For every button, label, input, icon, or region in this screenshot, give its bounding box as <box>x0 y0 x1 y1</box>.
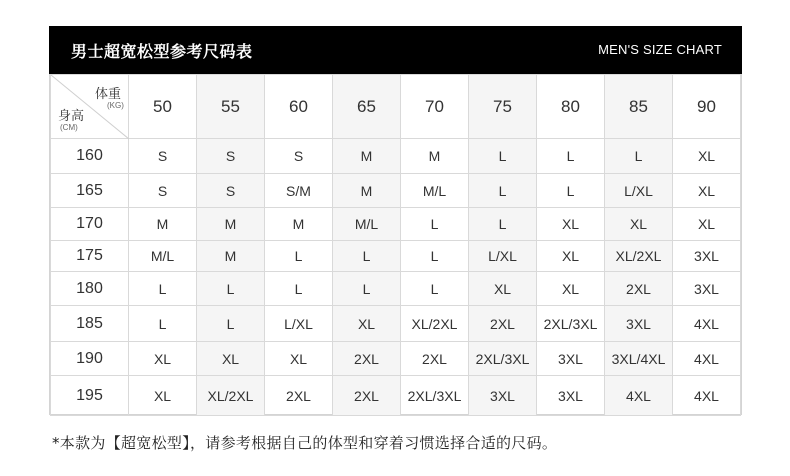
size-cell: 2XL <box>605 272 673 306</box>
title-english: MEN'S SIZE CHART <box>598 42 722 57</box>
size-cell: 4XL <box>605 376 673 416</box>
size-cell: 3XL <box>673 241 741 272</box>
size-cell: 2XL <box>401 342 469 376</box>
size-cell: 2XL <box>469 306 537 342</box>
size-cell: XL <box>537 208 605 241</box>
title-chinese: 男士超宽松型参考尺码表 <box>71 42 253 61</box>
weight-header-cell: 50 <box>129 75 197 139</box>
size-cell: 2XL/3XL <box>537 306 605 342</box>
size-cell: L <box>469 139 537 174</box>
size-cell: 2XL <box>333 342 401 376</box>
weight-header-cell: 90 <box>673 75 741 139</box>
size-cell: L <box>197 272 265 306</box>
size-cell: 3XL <box>537 376 605 416</box>
size-cell: M <box>197 241 265 272</box>
size-cell: 4XL <box>673 376 741 416</box>
size-cell: L <box>265 241 333 272</box>
table-row <box>51 306 741 342</box>
weight-header-cell: 65 <box>333 75 401 139</box>
size-cell: M/L <box>401 174 469 208</box>
weight-header-row <box>51 75 741 139</box>
size-cell: L <box>537 139 605 174</box>
size-cell: XL <box>333 306 401 342</box>
size-cell: L <box>333 241 401 272</box>
size-cell: L <box>605 139 673 174</box>
size-cell: S <box>197 139 265 174</box>
table-row <box>51 174 741 208</box>
size-cell: L <box>197 306 265 342</box>
height-cell: 180 <box>51 272 129 306</box>
height-cell: 185 <box>51 306 129 342</box>
height-cell: 195 <box>51 376 129 416</box>
size-cell: L/XL <box>469 241 537 272</box>
size-cell: XL <box>129 342 197 376</box>
size-cell: S/M <box>265 174 333 208</box>
size-cell: L <box>401 272 469 306</box>
weight-header-cell: 70 <box>401 75 469 139</box>
size-cell: XL <box>537 241 605 272</box>
size-cell: 4XL <box>673 306 741 342</box>
size-cell: M <box>401 139 469 174</box>
size-cell: XL <box>469 272 537 306</box>
size-cell: M <box>333 174 401 208</box>
size-cell: 4XL <box>673 342 741 376</box>
size-cell: XL <box>673 174 741 208</box>
size-cell: L <box>265 272 333 306</box>
size-cell: M <box>197 208 265 241</box>
table-row <box>51 139 741 174</box>
size-cell: M <box>333 139 401 174</box>
height-cell: 175 <box>51 241 129 272</box>
size-cell: 2XL <box>333 376 401 416</box>
size-cell: XL <box>673 208 741 241</box>
size-cell: XL <box>673 139 741 174</box>
size-cell: 3XL <box>537 342 605 376</box>
size-cell: 2XL <box>265 376 333 416</box>
height-cell: 170 <box>51 208 129 241</box>
size-cell: 3XL <box>605 306 673 342</box>
size-table <box>49 74 742 415</box>
table-row <box>51 342 741 376</box>
size-cell: S <box>265 139 333 174</box>
table-row <box>51 376 741 416</box>
size-cell: L <box>469 208 537 241</box>
size-cell: S <box>129 139 197 174</box>
height-cell: 160 <box>51 139 129 174</box>
weight-header-cell: 80 <box>537 75 605 139</box>
size-cell: XL/2XL <box>197 376 265 416</box>
table-row <box>51 241 741 272</box>
size-cell: L <box>537 174 605 208</box>
size-cell: S <box>129 174 197 208</box>
size-cell: 3XL <box>673 272 741 306</box>
size-cell: XL <box>265 342 333 376</box>
size-cell: L <box>469 174 537 208</box>
footnote: *本款为【超宽松型】，请参考根据自己的体型和穿着习惯选择合适的尺码。 <box>52 434 558 452</box>
size-cell: L/XL <box>605 174 673 208</box>
chart-header <box>49 26 742 74</box>
weight-header-cell: 60 <box>265 75 333 139</box>
size-cell: M <box>265 208 333 241</box>
size-cell: L <box>401 241 469 272</box>
size-cell: L <box>401 208 469 241</box>
weight-unit: (KG) <box>107 101 124 110</box>
table-row <box>51 208 741 241</box>
size-cell: 3XL/4XL <box>605 342 673 376</box>
size-cell: M/L <box>129 241 197 272</box>
height-label: 身高 <box>58 109 85 124</box>
size-cell: XL <box>537 272 605 306</box>
corner-cell <box>51 75 129 139</box>
size-cell: L/XL <box>265 306 333 342</box>
weight-header-cell: 85 <box>605 75 673 139</box>
size-cell: XL <box>129 376 197 416</box>
size-cell: XL <box>197 342 265 376</box>
size-cell: L <box>129 272 197 306</box>
height-unit: (CM) <box>60 123 78 132</box>
height-cell: 165 <box>51 174 129 208</box>
size-cell: M/L <box>333 208 401 241</box>
height-cell: 190 <box>51 342 129 376</box>
weight-label: 体重 <box>95 87 122 102</box>
size-cell: XL <box>605 208 673 241</box>
size-cell: 2XL/3XL <box>469 342 537 376</box>
size-cell: XL/2XL <box>605 241 673 272</box>
size-cell: XL/2XL <box>401 306 469 342</box>
size-cell: M <box>129 208 197 241</box>
size-cell: 2XL/3XL <box>401 376 469 416</box>
size-cell: 3XL <box>469 376 537 416</box>
size-cell: L <box>333 272 401 306</box>
size-cell: L <box>129 306 197 342</box>
weight-header-cell: 55 <box>197 75 265 139</box>
size-cell: S <box>197 174 265 208</box>
table-row <box>51 272 741 306</box>
weight-header-cell: 75 <box>469 75 537 139</box>
